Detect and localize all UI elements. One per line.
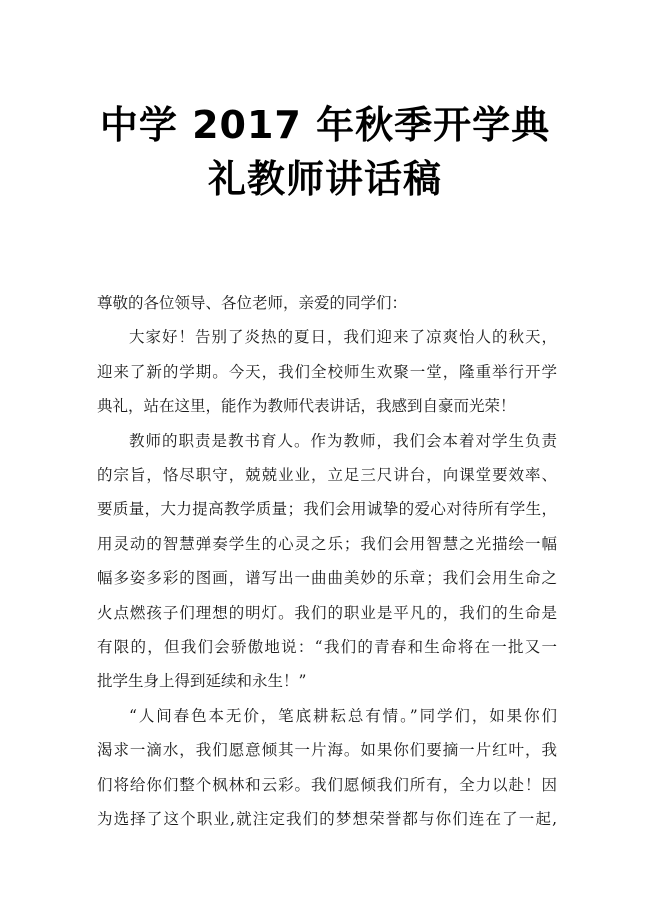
salutation: 尊敬的各位领导、各位老师，亲爱的同学们： <box>97 294 408 312</box>
paragraph-3 <box>97 699 557 837</box>
document-title-line-2: 礼教师讲话稿 <box>207 157 442 201</box>
paragraph-line: 用灵动的智慧弹奏学生的心灵之乐；我们会用智慧之光描绘一幅 <box>97 534 557 553</box>
paragraph-line: 火点燃孩子们理想的明灯。我们的职业是平凡的，我们的生命是 <box>97 603 557 622</box>
paragraph-line: 们将给你们整个枫林和云彩。我们愿倾我们所有，全力以赴！因 <box>97 775 557 794</box>
paragraph-1 <box>97 320 557 423</box>
paragraph-line: 渴求一滴水，我们愿意倾其一片海。如果你们要摘一片红叶，我 <box>97 741 557 760</box>
paragraph-line: 迎来了新的学期。今天，我们全校师生欢聚一堂，隆重举行开学 <box>97 362 557 381</box>
paragraph-line: 大家好！告别了炎热的夏日，我们迎来了凉爽怡人的秋天， <box>129 328 557 347</box>
document-title-line-1: 中学 2017 年秋季开学典 <box>99 103 551 147</box>
paragraph-line: “人间春色本无价，笔底耕耘总有情。”同学们，如果你们 <box>129 706 557 725</box>
paragraph-line: 为选择了这个职业,就注定我们的梦想荣誉都与你们连在了一起, <box>97 810 557 829</box>
paragraph-line: 批学生身上得到延续和永生！” <box>97 672 307 691</box>
document-body <box>97 286 557 837</box>
paragraph-2 <box>97 424 557 699</box>
paragraph-line: 典礼，站在这里，能作为教师代表讲话，我感到自豪而光荣！ <box>97 397 516 416</box>
paragraph-line: 有限的，但我们会骄傲地说：“我们的青春和生命将在一批又一 <box>97 638 557 657</box>
paragraph-line: 要质量，大力提高教学质量；我们会用诚挚的爱心对待所有学生， <box>97 500 557 519</box>
paragraph-line: 教师的职责是教书育人。作为教师，我们会本着对学生负责 <box>129 431 557 450</box>
paragraph-line: 幅多姿多彩的图画，谱写出一曲曲美妙的乐章；我们会用生命之 <box>97 569 557 588</box>
paragraph-line: 的宗旨，恪尽职守，兢兢业业，立足三尺讲台，向课堂要效率、 <box>97 466 557 485</box>
